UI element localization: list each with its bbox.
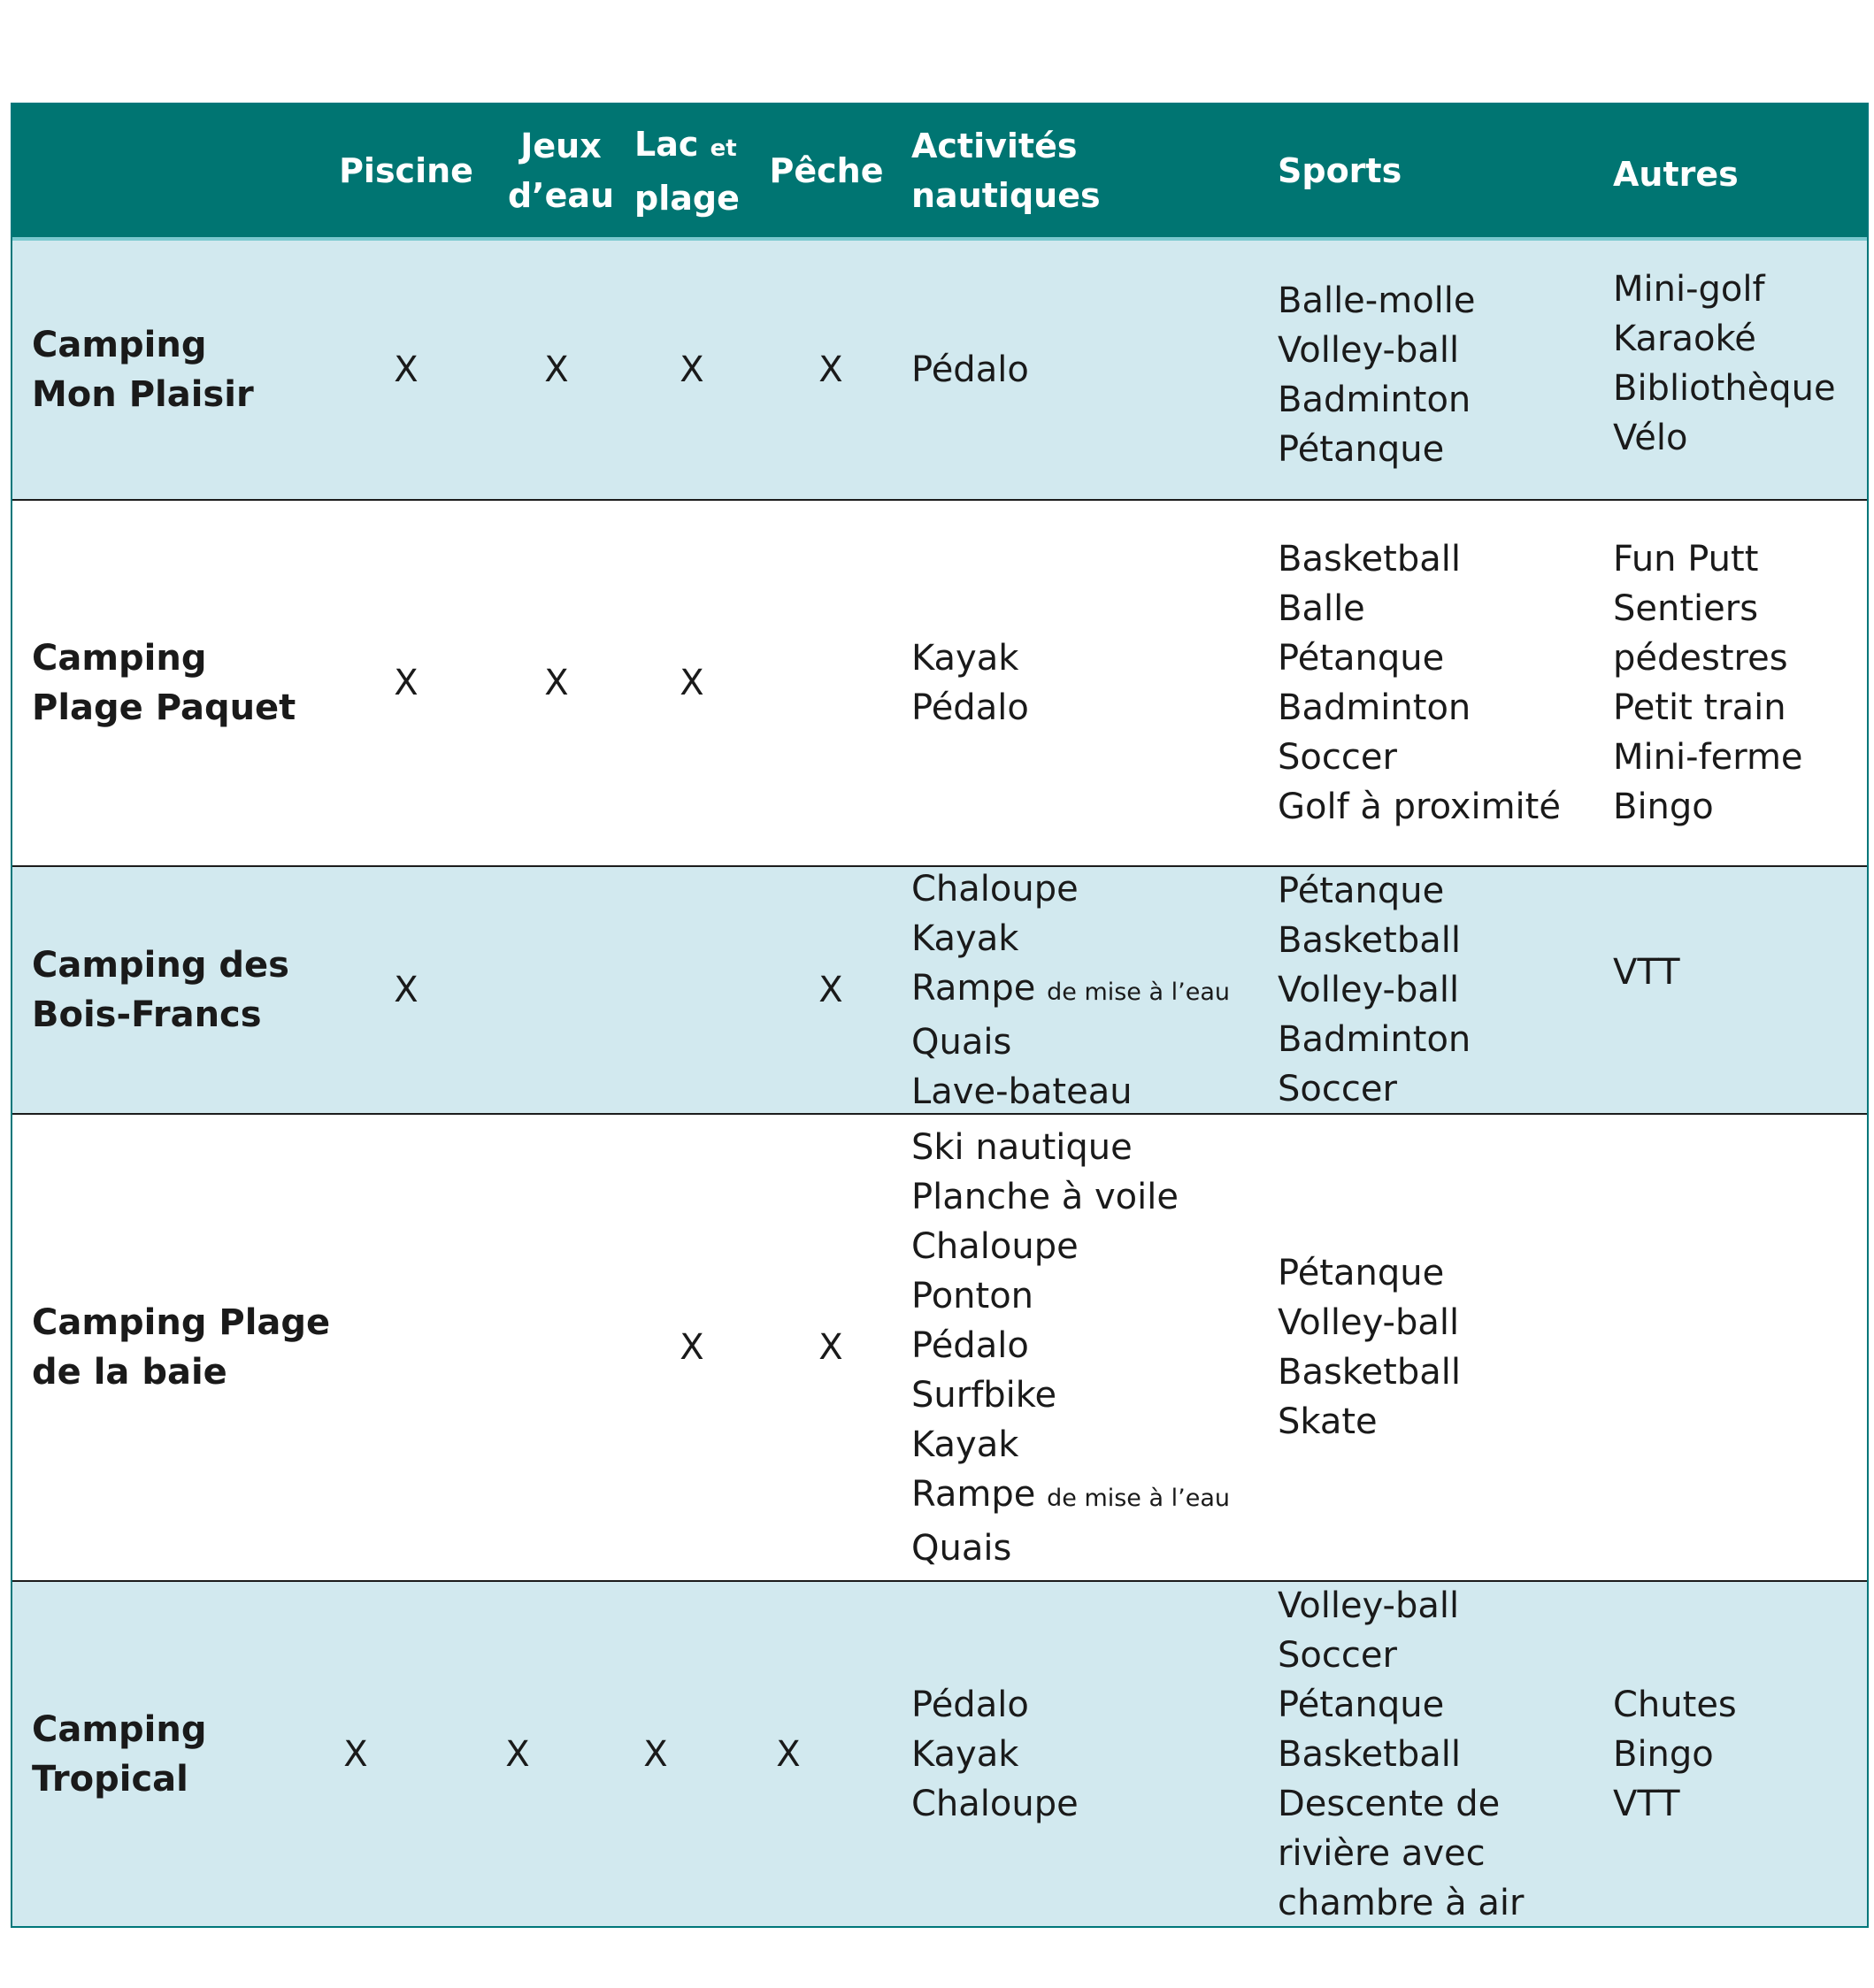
campground-activities-table bbox=[11, 103, 1869, 1928]
header-autres: Autres bbox=[1613, 155, 1739, 194]
header-peche: Pêche bbox=[769, 151, 884, 190]
header-jeux-eau: Jeux d’eau bbox=[507, 127, 615, 215]
sports-list: Pétanque Basketball Volley-ball Badminton Soccer bbox=[1278, 871, 1471, 1109]
autres-list: Fun Putt Sentiers pédestres Petit train Mini-ferme Bingo bbox=[1613, 539, 1803, 827]
mark-jeux-eau bbox=[517, 867, 596, 1113]
mark-lac-plage: X bbox=[680, 1327, 704, 1368]
mark-jeux-eau: X bbox=[544, 349, 569, 390]
table-row bbox=[12, 1113, 1867, 1580]
mark-piscine: X bbox=[343, 1733, 368, 1775]
mark-peche: X bbox=[776, 1733, 801, 1775]
nautiques-list: Ski nautique Planche à voile Chaloupe Ponton Pédalo Surfbike Kayak Rampe de mise à l’eau Quais bbox=[911, 1126, 1230, 1569]
nautiques-list: Chaloupe Kayak Rampe de mise à l’eau Quais Lave-bateau bbox=[911, 868, 1230, 1112]
mark-jeux-eau: X bbox=[544, 663, 569, 703]
campground-name: Camping Mon Plaisir bbox=[32, 325, 254, 415]
header-piscine: Piscine bbox=[339, 151, 473, 190]
mark-piscine bbox=[366, 1115, 446, 1580]
autres-list: Chutes Bingo VTT bbox=[1613, 1684, 1737, 1824]
mark-lac-plage: X bbox=[680, 349, 704, 390]
nautiques-list: Pédalo Kayak Chaloupe bbox=[911, 1684, 1079, 1824]
table-header bbox=[12, 104, 1867, 237]
campground-name: Camping Tropical bbox=[32, 1708, 207, 1800]
table-row bbox=[12, 241, 1867, 499]
mark-lac-plage: X bbox=[680, 663, 704, 703]
mark-jeux-eau bbox=[517, 1115, 596, 1580]
mark-lac-plage: X bbox=[643, 1733, 668, 1775]
autres-list: VTT bbox=[1613, 952, 1680, 993]
mark-peche bbox=[791, 501, 871, 865]
campground-name: Camping Plage Paquet bbox=[32, 638, 296, 728]
mark-piscine: X bbox=[394, 663, 419, 703]
header-sports: Sports bbox=[1278, 151, 1402, 190]
nautiques-list: Kayak Pédalo bbox=[911, 638, 1029, 728]
campground-name: Camping Plage de la baie bbox=[32, 1302, 331, 1393]
table-row bbox=[12, 1580, 1867, 1926]
campground-name: Camping des Bois-Francs bbox=[32, 945, 289, 1035]
table-row bbox=[12, 865, 1867, 1113]
mark-piscine: X bbox=[394, 349, 419, 390]
mark-peche: X bbox=[818, 349, 843, 390]
sports-list: Pétanque Volley-ball Basketball Skate bbox=[1278, 1253, 1461, 1442]
mark-lac-plage bbox=[652, 867, 732, 1113]
mark-jeux-eau: X bbox=[505, 1733, 530, 1775]
table-row bbox=[12, 499, 1867, 865]
header-activites-nautiques: Activités nautiques bbox=[911, 127, 1101, 215]
sports-list: Basketball Balle Pétanque Badminton Soccer Golf à proximité bbox=[1278, 539, 1561, 827]
header-lac-plage: Lac et plage bbox=[634, 124, 740, 218]
nautiques-list: Pédalo bbox=[911, 349, 1029, 390]
sports-list: Volley-ball Soccer Pétanque Basketball Descente de rivière avec chambre à air bbox=[1278, 1585, 1525, 1923]
sports-list: Balle-molle Volley-ball Badminton Pétanque bbox=[1278, 280, 1476, 470]
mark-peche: X bbox=[818, 970, 843, 1010]
mark-piscine: X bbox=[394, 970, 419, 1010]
autres-list: Mini-golf Karaoké Bibliothèque Vélo bbox=[1613, 269, 1836, 458]
mark-peche: X bbox=[818, 1327, 843, 1368]
